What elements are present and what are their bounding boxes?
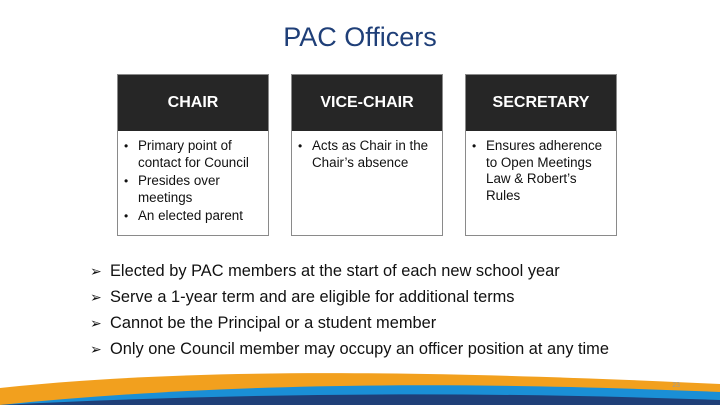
- bullet-icon: •: [124, 139, 129, 153]
- bullet-icon: •: [472, 139, 477, 153]
- bullet-text: Primary point of contact for Council: [138, 138, 249, 170]
- card-title: SECRETARY: [466, 75, 616, 131]
- bullet-icon: •: [124, 209, 129, 223]
- bullet-text: An elected parent: [138, 208, 243, 223]
- arrow-bullet-icon: ➢: [90, 341, 102, 357]
- page-title: PAC Officers: [283, 22, 437, 52]
- point-text: Cannot be the Principal or a student member: [110, 314, 437, 332]
- arrow-bullet-icon: ➢: [90, 315, 102, 331]
- card-title: CHAIR: [118, 75, 268, 131]
- bullet-icon: •: [298, 139, 303, 153]
- arrow-bullet-icon: ➢: [90, 289, 102, 305]
- bullet-icon: •: [124, 174, 129, 188]
- point-text: Elected by PAC members at the start of each new school year: [110, 262, 560, 280]
- point-text: Serve a 1-year term and are eligible for additional terms: [110, 288, 515, 306]
- page-number: 23: [672, 382, 680, 389]
- bullet-text: Acts as Chair in the Chair’s absence: [312, 138, 429, 170]
- bullet-text: Ensures adherence to Open Meetings Law & Robert’s Rules: [486, 138, 603, 203]
- card-title: VICE-CHAIR: [292, 75, 442, 131]
- arrow-bullet-icon: ➢: [90, 263, 102, 279]
- point-text: Only one Council member may occupy an officer position at any time: [110, 340, 609, 358]
- bullet-text: Presides over meetings: [138, 173, 220, 205]
